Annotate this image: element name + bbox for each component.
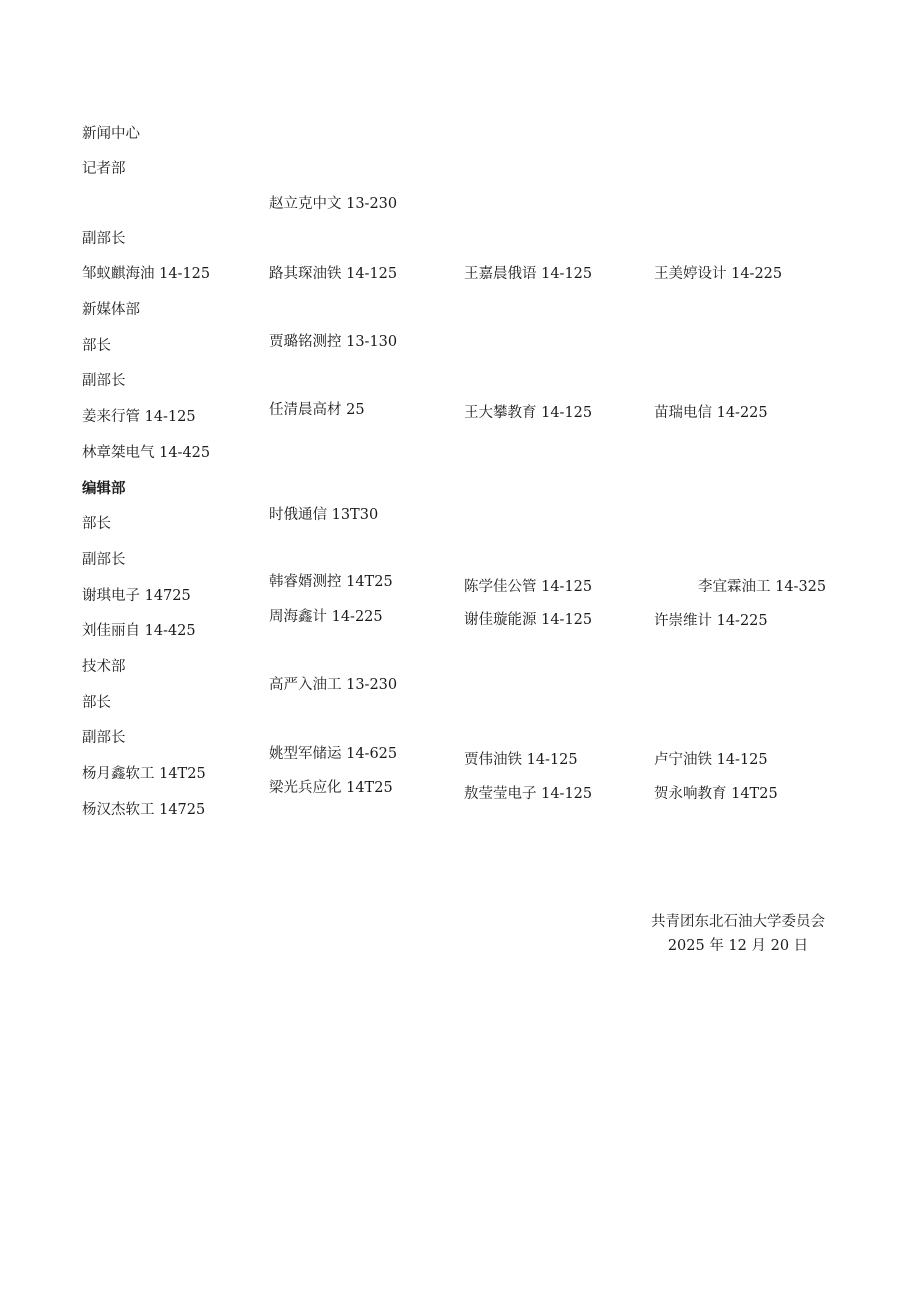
member-name: 时俄通信 13T30 bbox=[269, 507, 379, 523]
role-deputy-label: 副部长 bbox=[82, 552, 126, 568]
dept-new-media: 新媒体部 bbox=[82, 302, 140, 318]
role-deputy-label: 副部长 bbox=[82, 730, 126, 746]
member-name: 高严入油工 13-230 bbox=[269, 677, 398, 693]
section-news-center: 新闻中心 bbox=[82, 126, 140, 142]
member-name: 许崇维计 14-225 bbox=[654, 613, 768, 629]
member-name: 姜来行管 14-125 bbox=[82, 409, 196, 425]
role-deputy-label: 副部长 bbox=[82, 373, 126, 389]
member-name: 任清晨高材 25 bbox=[269, 402, 365, 418]
member-name: 陈学佳公管 14-125 bbox=[464, 579, 593, 595]
role-head-label: 部长 bbox=[82, 338, 111, 354]
role-head-label: 部长 bbox=[82, 695, 111, 711]
member-name: 邹蚁麒海油 14-125 bbox=[82, 266, 211, 282]
member-name: 谢佳璇能源 14-125 bbox=[464, 612, 593, 628]
dept-editing: 编辑部 bbox=[82, 480, 126, 497]
issuer-org: 共青团东北石油大学委员会 bbox=[651, 914, 825, 930]
member-name: 杨月鑫软工 14T25 bbox=[82, 766, 206, 782]
member-name: 谢琪电子 14725 bbox=[82, 588, 191, 604]
member-name: 敖莹莹电子 14-125 bbox=[464, 786, 593, 802]
member-name: 苗瑞电信 14-225 bbox=[654, 405, 768, 421]
role-head-label: 部长 bbox=[82, 516, 111, 532]
member-name: 林章桀电气 14-425 bbox=[82, 445, 211, 461]
member-name: 王美婷设计 14-225 bbox=[654, 266, 783, 282]
member-name: 卢宁油铁 14-125 bbox=[654, 752, 768, 768]
member-name: 梁光兵应化 14T25 bbox=[269, 780, 393, 796]
issue-date: 2025 年 12 月 20 日 bbox=[667, 938, 809, 954]
member-name: 杨汉杰软工 14725 bbox=[82, 802, 206, 818]
member-name: 韩睿婿测控 14T25 bbox=[269, 574, 393, 590]
member-name: 李宜霖油工 14-325 bbox=[698, 579, 827, 595]
role-deputy-label: 副部长 bbox=[82, 231, 126, 247]
member-name: 王大攀教育 14-125 bbox=[464, 405, 593, 421]
member-name: 贾伟油铁 14-125 bbox=[464, 752, 578, 768]
dept-reporter: 记者部 bbox=[82, 161, 126, 177]
member-name: 贾璐铭测控 13-130 bbox=[269, 334, 398, 350]
member-name: 贺永响教育 14T25 bbox=[654, 786, 778, 802]
member-name: 姚型军储运 14-625 bbox=[269, 746, 398, 762]
member-name: 王嘉晨俄语 14-125 bbox=[464, 266, 593, 282]
dept-tech: 技术部 bbox=[82, 659, 126, 675]
member-name: 刘佳丽自 14-425 bbox=[82, 623, 196, 639]
member-name: 路其琛油铁 14-125 bbox=[269, 266, 398, 282]
member-name: 周海鑫计 14-225 bbox=[269, 609, 383, 625]
member-name: 赵立克中文 13-230 bbox=[269, 196, 398, 212]
